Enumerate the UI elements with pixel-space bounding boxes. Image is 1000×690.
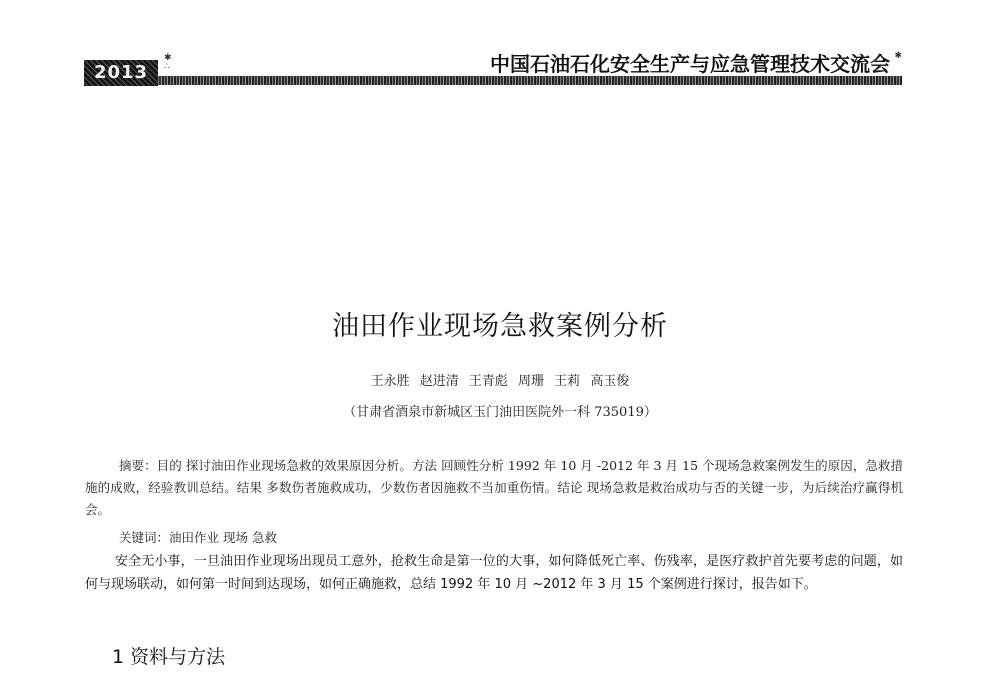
affiliation: （甘肃省酒泉市新城区玉门油田医院外一科 735019） (343, 405, 657, 420)
decorative-star-icon: ✱ ∴ (164, 53, 172, 72)
header-stripe (84, 76, 902, 85)
year-badge: 2013 (84, 60, 158, 86)
section-heading: 1 资料与方法 (112, 646, 226, 668)
keywords: 关键词：油田作业 现场 急救 (119, 530, 277, 545)
decorative-star-icon: ✱ (894, 51, 902, 61)
running-header (84, 52, 902, 86)
author-list: 王永胜 赵进清 王青彪 周珊 王莉 高玉俊 (370, 374, 630, 389)
introduction-paragraph: 安全无小事，一旦油田作业现场出现员工意外，抢救生命是第一位的大事，如何降低死亡率、伤残率，是医疗救护首先要考虑的问题，如何与现场联动，如何第一时间到达现场，如何正确施救，总结 1992 年 10 月 ~2012 年 3 月 15 个案例进行探讨，报告如下。 (85, 554, 903, 592)
paper-title: 油田作业现场急救案例分析 (332, 311, 668, 342)
cut-off-text-line (85, 676, 903, 690)
abstract: 摘要：目的 探讨油田作业现场急救的效果原因分析。方法 回顾性分析 1992 年 10 月 -2012 年 3 月 15 个现场急救案例发生的原因，急救措施的成败，经验教训总结。结果 多数伤者施救成功，少数伤者因施救不当加重伤情。结论 现场急救是救治成功与否的关键一步，为后续治疗赢得机会。 (85, 458, 903, 517)
conference-title: 中国石油石化安全生产与应急管理技术交流会 (490, 52, 890, 76)
